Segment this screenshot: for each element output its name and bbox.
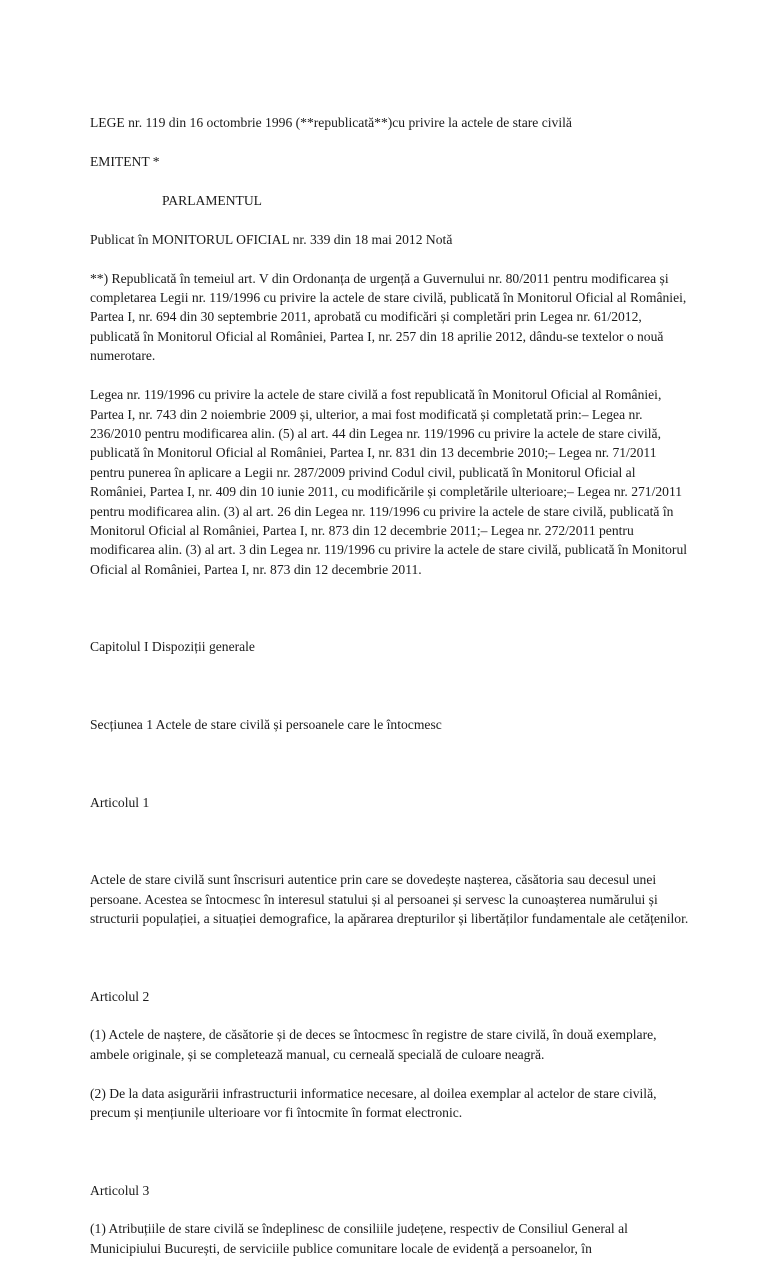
section-heading: Secțiunea 1 Actele de stare civilă și persoanele care le întocmesc [90, 716, 442, 732]
article-1-title: Articolul 1 [90, 794, 150, 810]
article-2-paragraph-2: (2) De la data asigurării infrastructurii informatice necesare, al doilea exemplar al actelor de stare civilă, precum și mențiunile ulterioare vor fi întocmite în format electronic. [90, 1085, 657, 1121]
article-2-title: Articolul 2 [90, 988, 150, 1004]
article-3-paragraph-1: (1) Atribuțiile de stare civilă se îndeplinesc de consiliile județene, respectiv de Consiliul General al Municipiului București, de serviciile publice comunitare locale de evidență a persoanelor, în [90, 1221, 628, 1256]
amendment-history: Legea nr. 119/1996 cu privire la actele de stare civilă a fost republicată în Monitorul Oficial al României, Partea I, nr. 743 din 2 noiembrie 2009 și, ulterior, a mai fost modificată și completată prin:– Legea nr. 236/2010 pentru modificarea alin. (5) al art. 44 din Legea nr. 119/1996 cu privire la actele de stare civilă, publicată în Monitorul Oficial al României, Partea I, nr. 831 din 13 decembrie 2010;– Legea nr. 71/2011 pentru punerea în aplicare a Legii nr. 287/2009 privind Codul civil, publicată în Monitorul Oficial al României, Partea I, nr. 409 din 10 iunie 2011, cu modificările și completările ulterioare;– Legea nr. 271/2011 pentru modificarea alin. (3) al art. 26 din Legea nr. 119/1996 cu privire la actele de stare civilă, publicată în Monitorul Oficial al României, Partea I, nr. 873 din 12 decembrie 2011;– Legea nr. 272/2011 pentru modificarea alin. (3) al art. 3 din Legea nr. 119/1996 cu privire la actele de stare civilă, publicată în Monitorul Oficial al României, Partea I, nr. 873 din 12 decembrie 2011. [90, 387, 688, 577]
article-2-paragraph-1: (1) Actele de naștere, de căsătorie și de deces se întocmesc în registre de stare civilă, în două exemplare, ambele originale, și se completează manual, cu cerneală specială de culoare neagră. [90, 1027, 657, 1062]
emitent-value: PARLAMENTUL [162, 193, 262, 209]
article-3-title: Articolul 3 [90, 1182, 150, 1198]
publication-line: Publicat în MONITORUL OFICIAL nr. 339 din 18 mai 2012 Notă [90, 231, 453, 247]
chapter-heading: Capitolul I Dispoziții generale [90, 639, 255, 655]
article-1-text: Actele de stare civilă sunt înscrisuri autentice prin care se dovedește nașterea, căsătoria sau decesul unei persoane. Acestea se întocmesc în interesul statului și al persoanei și servesc la cunoașterea numărului și structurii populației, a situației demografice, la apărarea drepturilor și libertăților fundamentale ale cetățenilor. [90, 872, 689, 926]
document-content [90, 94, 690, 1278]
law-title: LEGE nr. 119 din 16 octombrie 1996 (**republicată**)cu privire la actele de stare civilă [90, 115, 572, 131]
emitent-label: EMITENT * [90, 154, 160, 170]
republication-note: **) Republicată în temeiul art. V din Ordonanța de urgență a Guvernului nr. 80/2011 pentru modificarea și completarea Legii nr. 119/1996 cu privire la actele de stare civilă, publicată în Monitorul Oficial al României, Partea I, nr. 694 din 30 septembrie 2011, aprobată cu modificări și completări prin Legea nr. 61/2012, publicată în Monitorul Oficial al României, Partea I, nr. 257 din 18 aprilie 2012, dându-se textelor o nouă numerotare. [90, 270, 687, 364]
